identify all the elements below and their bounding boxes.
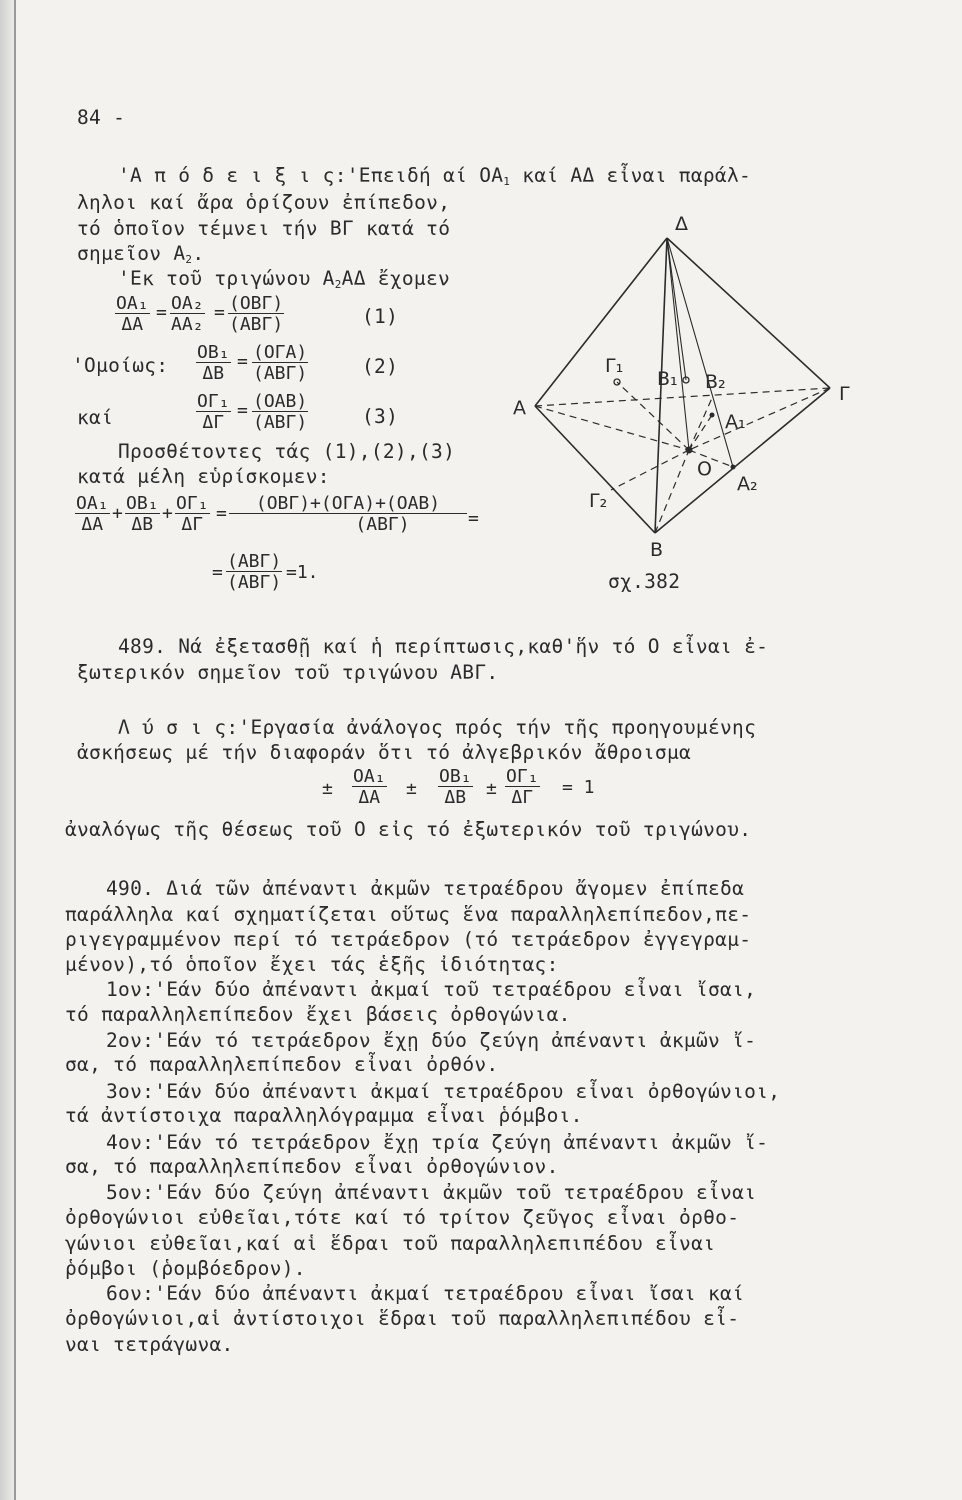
p490-line-6: 2ον:'Εάν τό τετράεδρον ἔχῃ δύο ζεύγη ἀπέναντι ἀκμῶν ἴ-: [106, 1029, 757, 1052]
eq2-frac-1-den: ΔΒ: [202, 363, 225, 384]
eq1-frac-2-den: ΑΑ₂: [171, 314, 204, 335]
edge-D-G: [667, 238, 830, 388]
line-D-A2: [667, 238, 733, 467]
p489-line-5: ἀναλόγως τῆς θέσεως τοῦ Ο εἰς τό ἐξωτερικόν τοῦ τριγώνου.: [65, 818, 752, 841]
label-A1: Α₁: [725, 411, 746, 433]
dashed-G-O: [689, 388, 830, 450]
sum-frac-a-den: ΔΑ: [81, 514, 104, 535]
p489-line-2: ξωτερικόν σημεῖον τοῦ τριγώνου ΑΒΓ.: [77, 661, 499, 684]
sum-frac-f: [226, 552, 282, 592]
proof-line-1-text: 'Επειδή αί ΟΑ: [346, 164, 504, 187]
point-A2: [731, 465, 736, 470]
tetrahedron-figure: [505, 200, 865, 600]
p489-pm-1: ±: [322, 778, 333, 799]
eq1-frac-2-num: ΟΑ₂: [171, 293, 204, 314]
eq1-equals-2: =: [214, 302, 225, 323]
p489-frac-a: [352, 767, 387, 807]
eq3-frac-2: [252, 392, 308, 432]
proof-line-5: [118, 267, 450, 297]
proof-line-4-end: .: [192, 242, 205, 265]
label-B1: Β₁: [657, 368, 678, 390]
label-O: Ο: [697, 458, 712, 480]
p490-line-5: τό παραλληλεπίπεδον ἔχει βάσεις ὀρθογώνια.: [65, 1003, 571, 1026]
sum-plus-1: +: [112, 503, 123, 524]
label-A: Α: [513, 397, 526, 419]
p490-line-13: ὀρθογώνιοι εὐθεῖαι,τότε καί τό τρίτον ζεῦγος εἶναι ὀρθο-: [65, 1206, 740, 1229]
label-B: Β: [650, 539, 664, 561]
p490-line-14: γώνιοι εὐθεῖαι,καί αἱ ἕδραι τοῦ παραλληλεπιπέδου εἶναι: [65, 1232, 716, 1255]
eq3-frac-2-den: (ΑΒΓ): [253, 412, 308, 433]
p490-line-7: σα, τό παραλληλεπίπεδον εἶναι ὀρθόν.: [65, 1053, 499, 1076]
dashed-B-O: [655, 450, 689, 533]
p490-line-1: παράλληλα καί σχηματίζεται οὕτως ἕνα παραλληλεπίπεδον,πε-: [65, 903, 752, 926]
dashed-O-B2: [689, 398, 712, 450]
proof-line-1: [118, 164, 751, 194]
p490-line-3: μένον),τό ὁποῖον ἔχει τάς ἑξῆς ἰδιότητας:: [65, 953, 559, 976]
eq-number-2: (2): [362, 355, 399, 378]
sum-plus-2: +: [162, 503, 173, 524]
p490-line-12: 5ον:'Εάν δύο ζεύγη ἀπέναντι ἀκμῶν τοῦ τετραέδρου εἶναι: [106, 1181, 757, 1204]
p489-frac-a-num: ΟΑ₁: [353, 766, 386, 787]
p489-frac-b-den: ΔΒ: [444, 787, 467, 808]
sum-frac-b: [125, 494, 160, 534]
label-B2: Β₂: [705, 371, 726, 393]
eq3-frac-1-num: ΟΓ₁: [197, 391, 230, 412]
eq3-frac-2-num: (ΟΑΒ): [253, 391, 308, 412]
p489-line-3: Λ ύ σ ι ς:'Εργασία ἀνάλογος πρός τήν τῆς προηγουμένης: [118, 716, 757, 739]
point-A1: [710, 413, 715, 418]
proof-line-5-sub: 2: [334, 278, 342, 291]
sum-frac-a-num: ΟΑ₁: [76, 493, 109, 514]
sum-frac-r-den: (ΑΒΓ): [355, 514, 410, 535]
eq1-frac-1: [115, 294, 150, 334]
eq-number-3: (3): [362, 405, 399, 428]
p490-line-10: 4ον:'Εάν τό τετράεδρον ἔχῃ τρία ζεύγη ἀπέναντι ἀκμῶν ἴ-: [106, 1131, 769, 1154]
proof-label: 'Α π ό δ ε ι ξ ι ς:: [118, 164, 347, 187]
sum-frac-c-num: ΟΓ₁: [176, 493, 209, 514]
edge-D-A: [535, 238, 667, 406]
eq2-frac-2-num: (ΟΓΑ): [253, 342, 308, 363]
p489-frac-c-num: ΟΓ₁: [506, 766, 539, 787]
p489-line-4: ἀσκήσεως μέ τήν διαφοράν ὅτι τό ἀλγεβρικόν ἄθροισμα: [77, 741, 692, 764]
dashed-O-G2: [611, 450, 689, 490]
eq2-frac-1: [196, 343, 231, 383]
sum-equals-1: =: [216, 503, 227, 524]
proof-line-3: τό ὁποῖον τέμνει τήν ΒΓ κατά τό: [77, 217, 451, 240]
p490-line-2: ριγεγραμμένον περί τό τετράεδρον (τό τετράεδρον ἐγγεγραμ-: [65, 928, 752, 951]
kata-meli-line: κατά μέλη εὑρίσκομεν:: [77, 465, 330, 488]
sum-frac-f-den: (ΑΒΓ): [227, 572, 282, 593]
eq1-equals-1: =: [156, 302, 167, 323]
eq-number-1: (1): [362, 305, 399, 328]
eq2-frac-2-den: (ΑΒΓ): [253, 363, 308, 384]
p489-frac-c-den: ΔΓ: [511, 787, 534, 808]
sum-frac-a: [75, 494, 110, 534]
proof-line-4-text: σημεῖον Α: [77, 242, 186, 265]
sum-frac-b-den: ΔΒ: [131, 514, 154, 535]
eq2-frac-2: [252, 343, 308, 383]
eq1-frac-3-num: (ΟΒΓ): [229, 293, 284, 314]
p490-line-9: τά ἀντίστοιχα παραλληλόγραμμα εἶναι ῥόμβοι.: [65, 1104, 583, 1127]
label-G2: Γ₂: [589, 490, 608, 512]
sum-frac-f-num: (ΑΒΓ): [227, 551, 282, 572]
p489-frac-b: [438, 767, 473, 807]
p489-frac-b-num: ΟΒ₁: [439, 766, 472, 787]
eq3-frac-1-den: ΔΓ: [202, 412, 225, 433]
proof-line-5-b: ΑΔ ἔχομεν: [341, 267, 451, 290]
p490-line-17: ὀρθογώνιοι,αἱ ἀντίστοιχοι ἕδραι τοῦ παραλληλεπιπέδου εἶ-: [65, 1307, 740, 1330]
p490-line-18: ναι τετράγωνα.: [65, 1333, 234, 1356]
sum-equals-2: =: [468, 508, 479, 529]
label-A2: Α₂: [737, 473, 758, 495]
eq2-frac-1-num: ΟΒ₁: [197, 342, 230, 363]
label-G: Γ: [839, 383, 850, 405]
p490-line-8: 3ον:'Εάν δύο ἀπέναντι ἀκμαί τετραέδρου εἶναι ὀρθογώνιοι,: [106, 1080, 781, 1103]
sum-equals-3: =: [212, 562, 223, 583]
sum-frac-r-num: (ΟΒΓ)+(ΟΓΑ)+(ΟΑΒ): [229, 494, 467, 514]
point-O: [686, 447, 693, 454]
sum-frac-c: [175, 494, 210, 534]
proof-line-1-rest: καί ΑΔ εἶναι παράλ-: [510, 164, 752, 187]
proof-line-4-sub: 2: [185, 253, 193, 266]
dashed-A1-O: [689, 415, 712, 450]
p489-frac-a-den: ΔΑ: [358, 787, 381, 808]
eq1-frac-2: [170, 294, 205, 334]
proof-line-1-sub: 1: [503, 175, 511, 188]
figure-caption: σχ.382: [608, 570, 681, 593]
dashed-A-O: [535, 406, 689, 450]
p490-line-11: σα, τό παραλληλεπίπεδον εἶναι ὀρθογώνιον.: [65, 1155, 559, 1178]
proof-line-5-a: 'Εκ τοῦ τριγώνου Α: [118, 267, 335, 290]
eq1-frac-1-num: ΟΑ₁: [116, 293, 149, 314]
p490-line-15: ῥόμβοι (ῥομβόεδρον).: [65, 1257, 306, 1280]
p489-pm-2: ±: [406, 778, 417, 799]
sum-frac-c-den: ΔΓ: [181, 514, 204, 535]
eq3-equals: =: [237, 400, 248, 421]
kai-label: καί: [77, 406, 114, 429]
proof-line-2: ληλοι καί ἄρα ὁρίζουν ἐπίπεδον,: [77, 191, 451, 214]
p490-line-4: 1ον:'Εάν δύο ἀπέναντι ἀκμαί τοῦ τετραέδρου εἶναι ἴσαι,: [106, 978, 757, 1001]
edge-A-B: [535, 406, 655, 533]
edge-B-G: [655, 388, 830, 533]
sum-result: =1.: [286, 562, 319, 583]
prosthetontes-line: Προσθέτοντες τάς (1),(2),(3): [118, 440, 456, 463]
eq2-equals: =: [237, 351, 248, 372]
omoios-label: 'Ομοίως:: [72, 354, 169, 377]
line-D-B1: [667, 238, 686, 380]
p489-equals-one: = 1: [562, 777, 595, 798]
sum-frac-r: [230, 494, 466, 534]
page-binding-line: [14, 0, 16, 1500]
eq1-frac-3: [228, 294, 284, 334]
line-D-O: [667, 238, 689, 450]
sum-frac-b-num: ΟΒ₁: [126, 493, 159, 514]
page-number: 84 -: [77, 106, 126, 129]
p490-line-0: 490. Διά τῶν ἀπέναντι ἀκμῶν τετραέδρου ἄγομεν ἐπίπεδα: [106, 877, 745, 900]
p489-pm-3: ±: [486, 778, 497, 799]
eq1-frac-3-den: (ΑΒΓ): [229, 314, 284, 335]
p490-line-16: 6ον:'Εάν δύο ἀπέναντι ἀκμαί τετραέδρου εἶναι ἴσαι καί: [106, 1282, 745, 1305]
label-D: Δ: [675, 213, 688, 235]
label-G1: Γ₁: [605, 355, 624, 377]
eq1-frac-1-den: ΔΑ: [121, 314, 144, 335]
p489-frac-c: [505, 767, 540, 807]
p489-line-1: 489. Νά ἐξετασθῇ καί ἡ περίπτωσις,καθ'ἥν τό Ο εἶναι ἐ-: [118, 635, 769, 658]
eq3-frac-1: [196, 392, 231, 432]
